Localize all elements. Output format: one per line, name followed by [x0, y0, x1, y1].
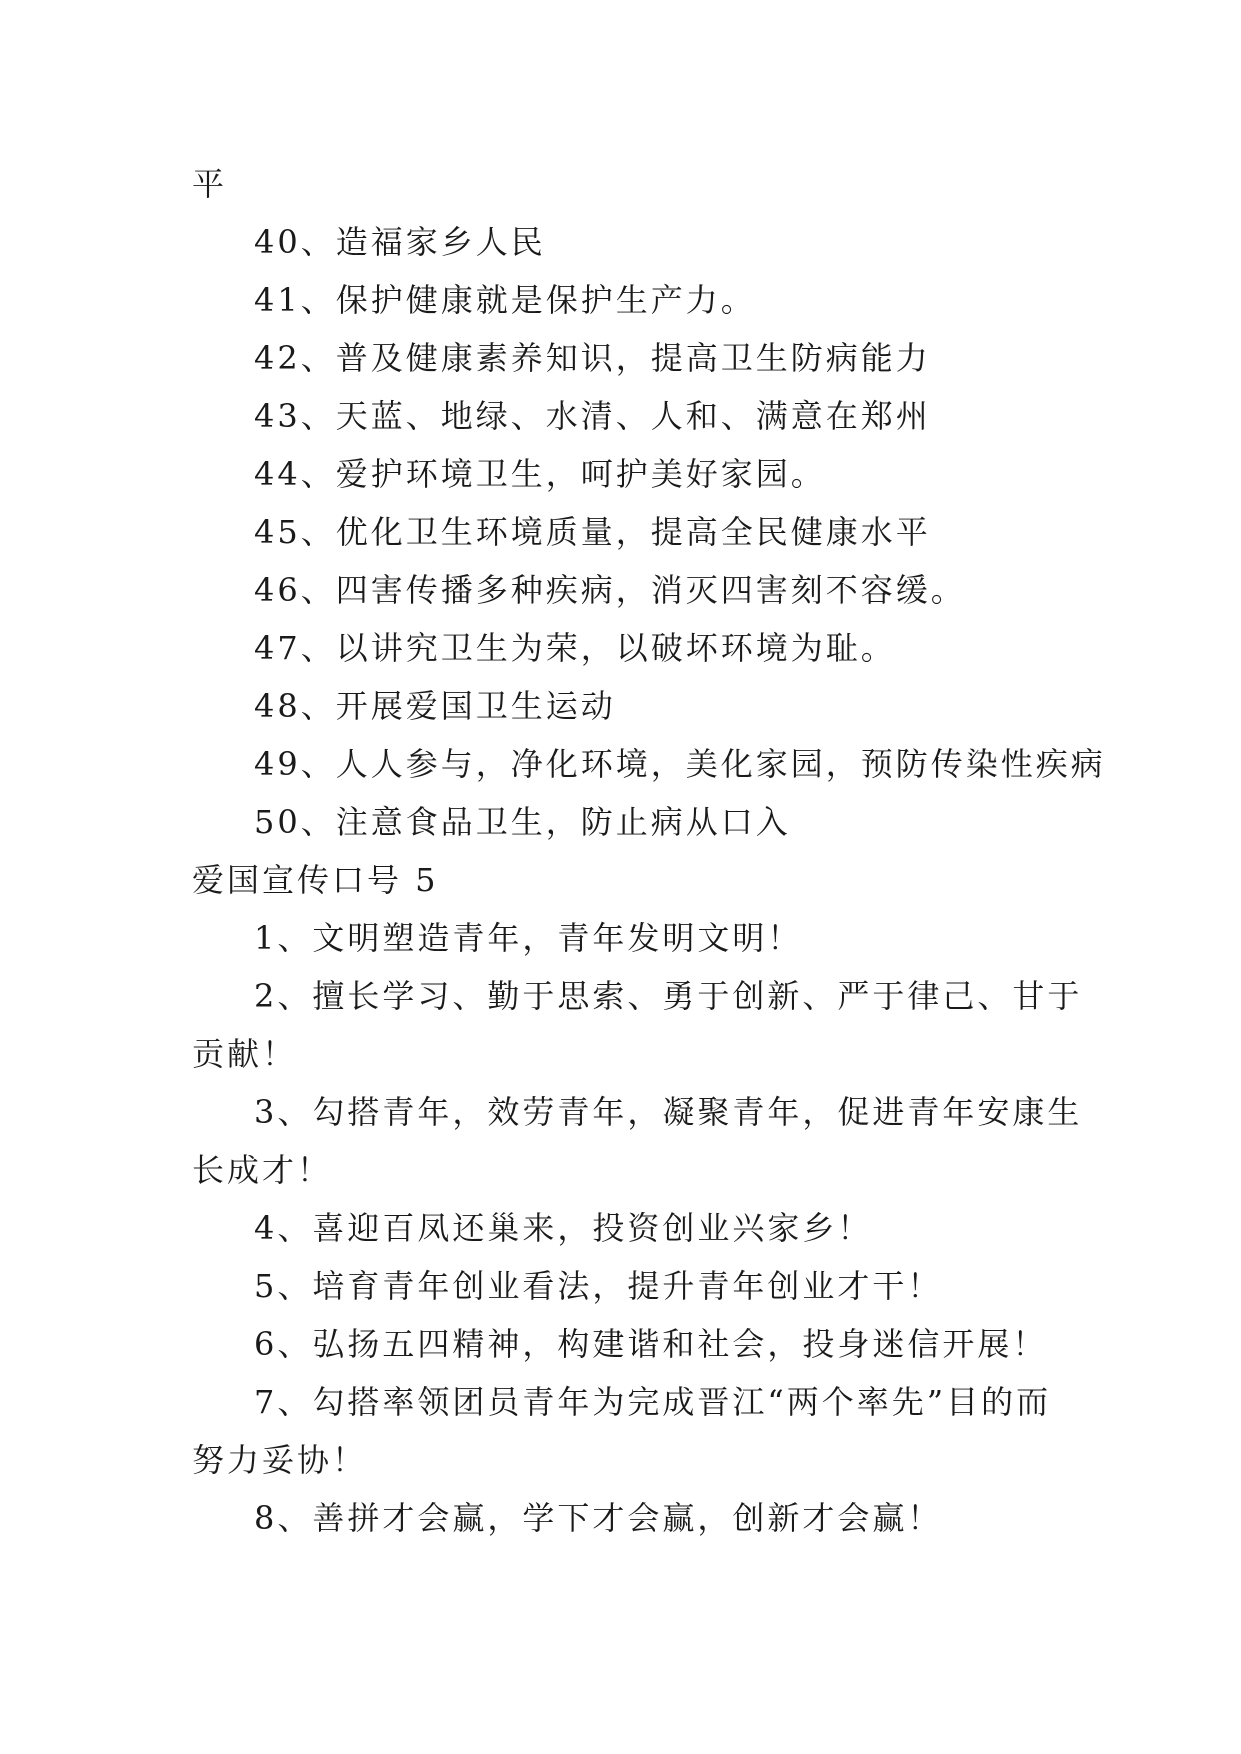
list-item: 42、普及健康素养知识，提高卫生防病能力 — [254, 339, 931, 377]
text-line: 平 — [192, 165, 228, 203]
list-item: 43、天蓝、地绿、水清、人和、满意在郑州 — [254, 397, 931, 435]
list-item: 40、造福家乡人民 — [254, 223, 546, 261]
list-item: 7、勾搭率领团员青年为完成晋江“两个率先”目的而 — [254, 1383, 1052, 1421]
list-item: 44、爱护环境卫生，呵护美好家园。 — [254, 455, 826, 493]
list-item: 5、培育青年创业看法，提升青年创业才干！ — [254, 1267, 943, 1305]
list-item: 1、文明塑造青年，青年发明文明！ — [254, 919, 803, 957]
list-item: 4、喜迎百凤还巢来，投资创业兴家乡！ — [254, 1209, 873, 1247]
list-item: 6、弘扬五四精神，构建谐和社会，投身迷信开展！ — [254, 1325, 1048, 1363]
list-item: 45、优化卫生环境质量，提高全民健康水平 — [254, 513, 931, 551]
list-item: 50、注意食品卫生，防止病从口入 — [254, 803, 791, 841]
list-item: 47、以讲究卫生为荣，以破坏环境为耻。 — [254, 629, 896, 667]
section-heading: 爱国宣传口号 5 — [192, 861, 439, 899]
list-item-continuation: 长成才！ — [192, 1151, 333, 1189]
list-item: 48、开展爱国卫生运动 — [254, 687, 616, 725]
list-item: 8、善拼才会赢，学下才会赢，创新才会赢！ — [254, 1499, 943, 1537]
list-item: 41、保护健康就是保护生产力。 — [254, 281, 756, 319]
list-item: 46、四害传播多种疾病，消灭四害刻不容缓。 — [254, 571, 966, 609]
list-item-continuation: 贡献！ — [192, 1035, 298, 1073]
list-item: 2、擅长学习、勤于思索、勇于创新、严于律己、甘于 — [254, 977, 1083, 1015]
list-item-continuation: 努力妥协！ — [192, 1441, 368, 1479]
list-item: 3、勾搭青年，效劳青年，凝聚青年，促进青年安康生 — [254, 1093, 1083, 1131]
list-item: 49、人人参与，净化环境，美化家园，预防传染性疾病 — [254, 745, 1106, 783]
